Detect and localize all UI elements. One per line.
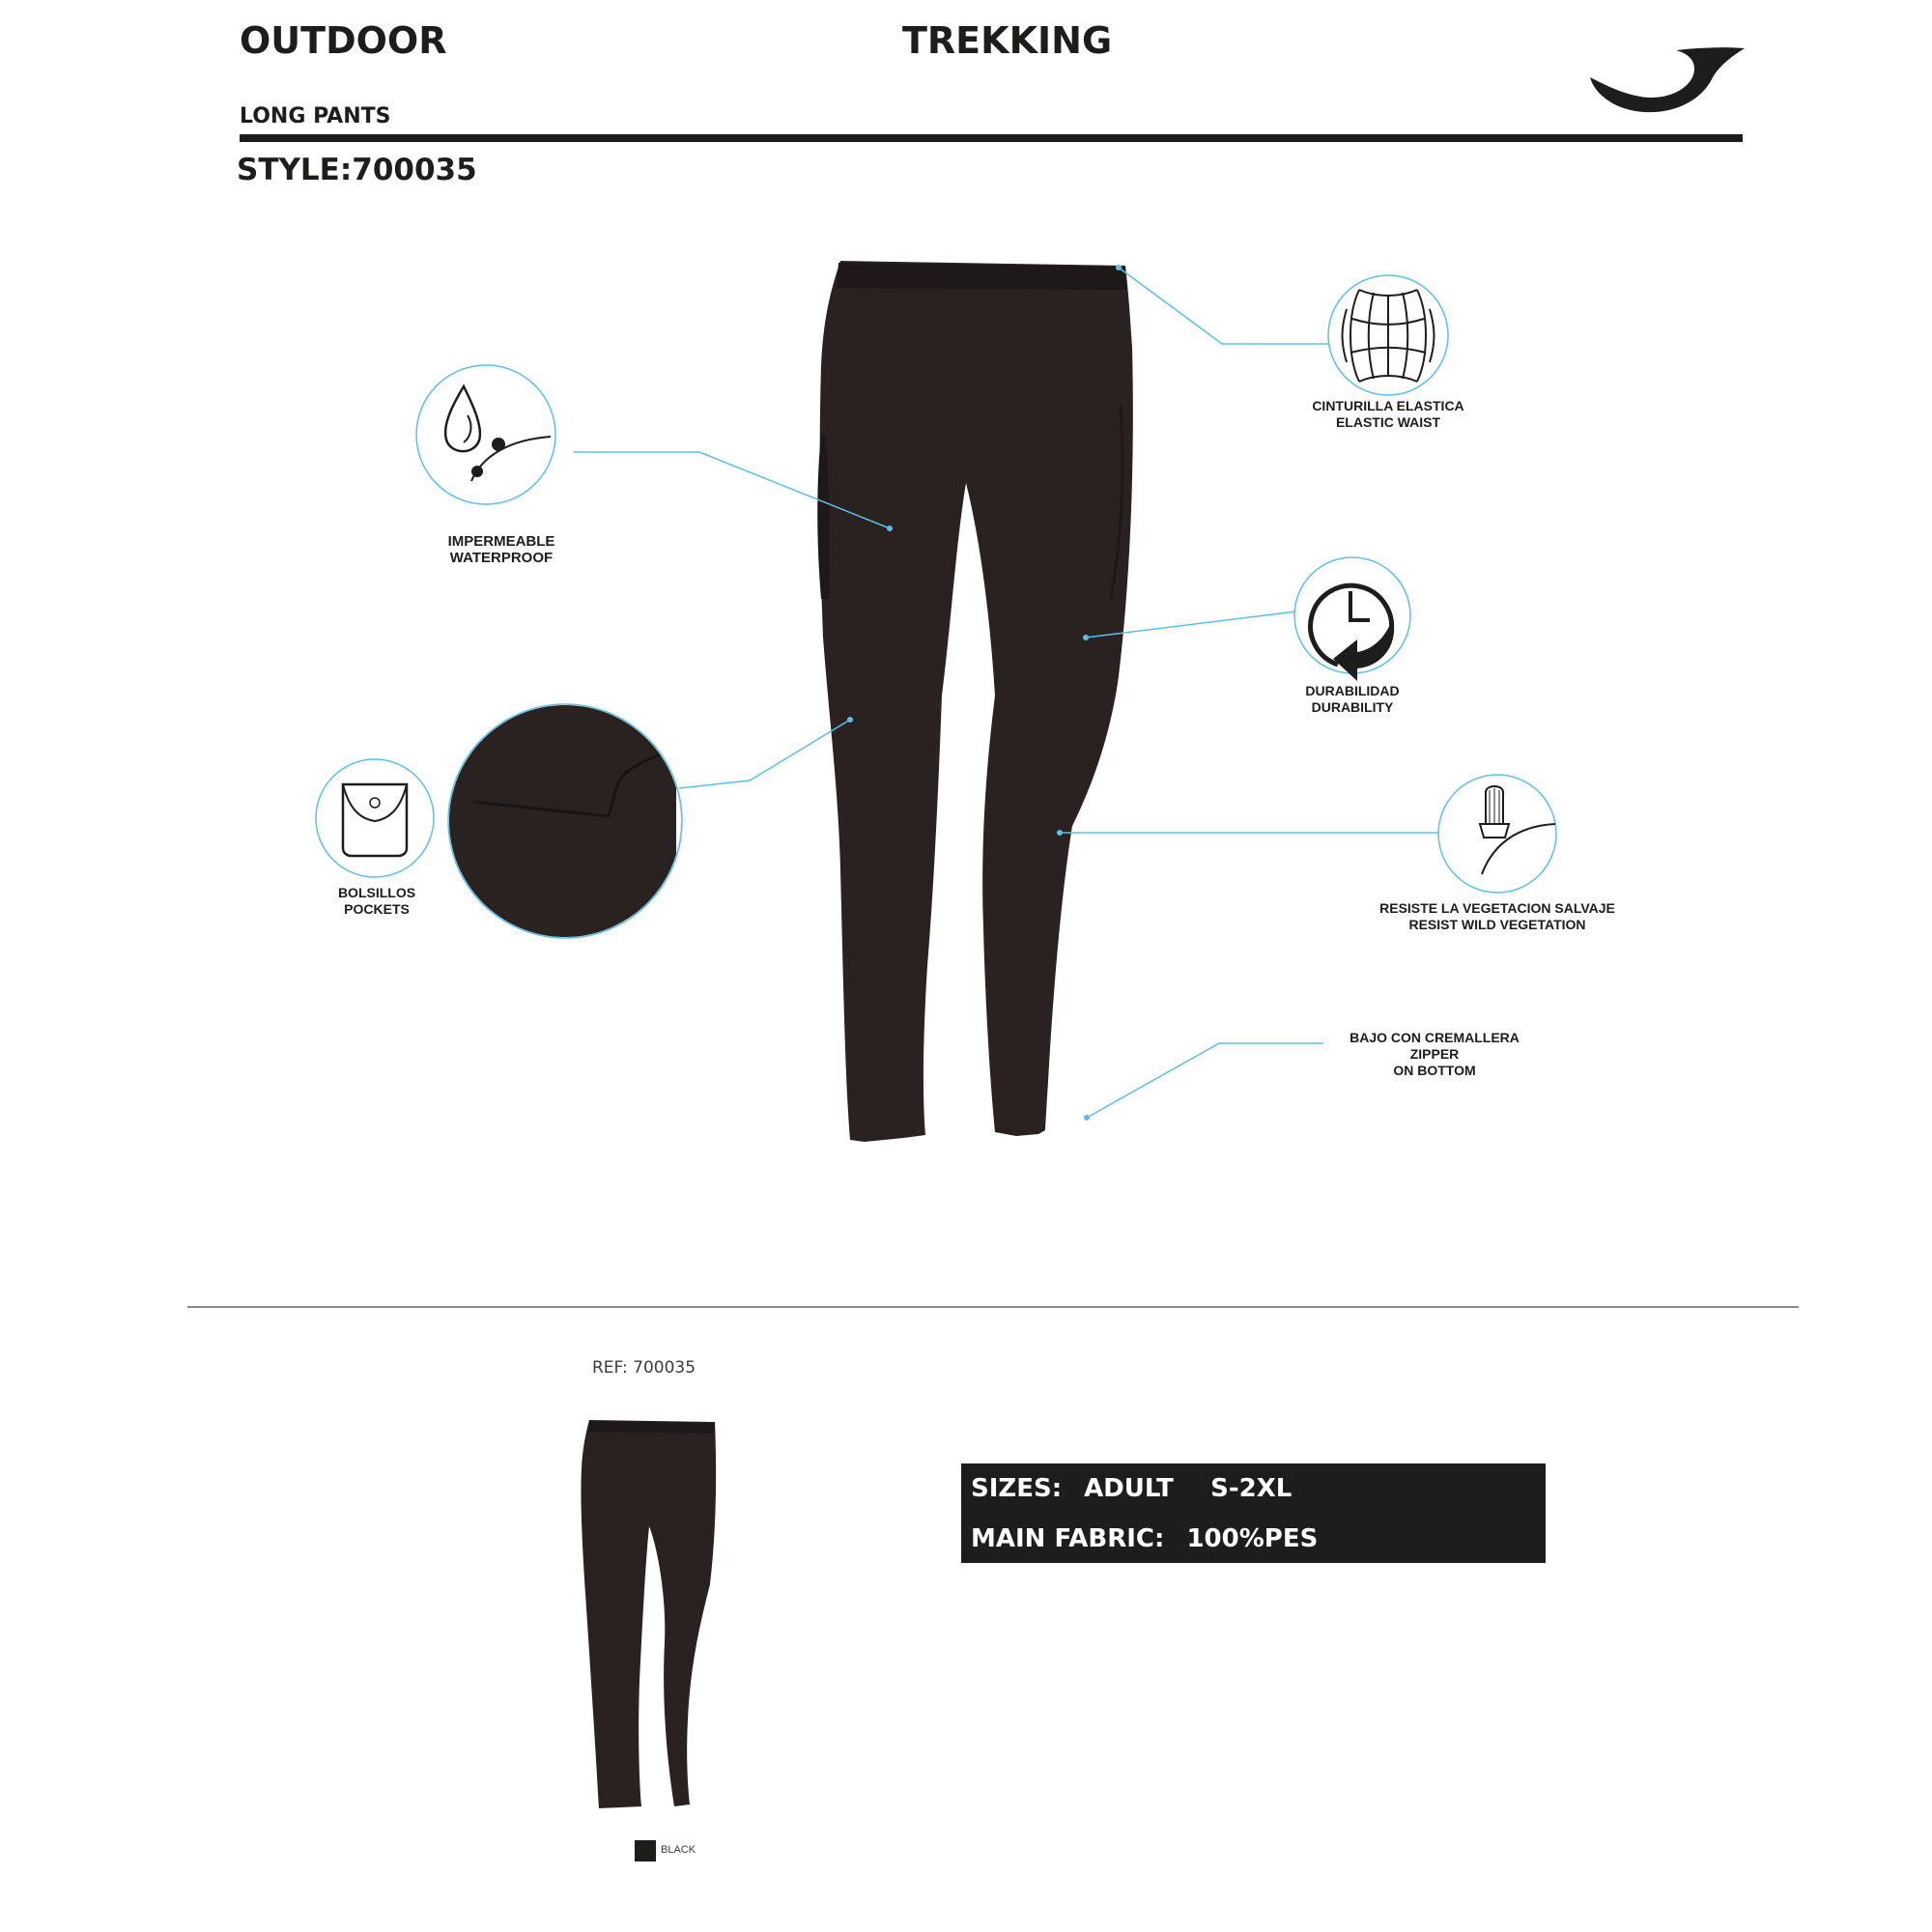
specs-box bbox=[961, 1463, 1546, 1563]
sizes-label: SIZES: bbox=[971, 1474, 1063, 1503]
elastic-waist-line1: CINTURILLA ELASTICA bbox=[1312, 398, 1464, 413]
feature-label-elastic-waist bbox=[1258, 398, 1519, 431]
style-code: STYLE:700035 bbox=[237, 153, 477, 187]
elastic-waist-icon bbox=[1328, 275, 1448, 395]
pocket-icon bbox=[316, 759, 434, 877]
durability-line1: DURABILIDAD bbox=[1305, 683, 1400, 698]
feature-label-vegetation bbox=[1333, 900, 1662, 933]
color-swatch bbox=[635, 1840, 656, 1861]
sizes-row bbox=[971, 1474, 1292, 1503]
pockets-line1: BOLSILLOS bbox=[337, 885, 416, 900]
product-thumbnail bbox=[581, 1420, 716, 1808]
pockets-line2: POCKETS bbox=[344, 901, 410, 917]
zipper-line3: ON BOTTOM bbox=[1393, 1063, 1476, 1078]
product-type: LONG PANTS bbox=[240, 104, 391, 128]
elastic-waist-line2: ELASTIC WAIST bbox=[1335, 414, 1441, 430]
durability-line2: DURABILITY bbox=[1311, 699, 1394, 715]
waterproof-line1: IMPERMEABLE bbox=[447, 533, 555, 550]
pocket-zoom-image bbox=[448, 696, 705, 947]
waterproof-line2: WATERPROOF bbox=[449, 550, 554, 566]
fabric-label: MAIN FABRIC: bbox=[971, 1524, 1165, 1553]
sizes-group: ADULT bbox=[1084, 1474, 1174, 1503]
reference-code: REF: 700035 bbox=[592, 1358, 696, 1378]
sizes-range: S-2XL bbox=[1210, 1474, 1293, 1503]
vegetation-line2: RESIST WILD VEGETATION bbox=[1408, 917, 1586, 932]
feature-label-waterproof bbox=[390, 533, 612, 566]
feature-label-durability bbox=[1246, 683, 1459, 716]
sport-title: TREKKING bbox=[902, 19, 1113, 62]
color-name: BLACK bbox=[661, 1844, 696, 1856]
vegetation-line1: RESISTE LA VEGETACION SALVAJE bbox=[1379, 900, 1615, 916]
fabric-row bbox=[971, 1524, 1318, 1553]
main-product-image bbox=[817, 261, 1133, 1142]
water-drop-icon bbox=[416, 365, 555, 504]
zipper-line2: ZIPPER bbox=[1409, 1046, 1460, 1062]
fabric-value: 100%PES bbox=[1186, 1524, 1319, 1553]
category-title: OUTDOOR bbox=[240, 19, 447, 62]
feature-label-zipper bbox=[1299, 1030, 1570, 1079]
clock-arrow-icon bbox=[1294, 557, 1410, 681]
feature-label-pockets bbox=[280, 885, 473, 918]
zipper-line1: BAJO CON CREMALLERA bbox=[1350, 1030, 1520, 1045]
cactus-icon bbox=[1438, 775, 1556, 893]
